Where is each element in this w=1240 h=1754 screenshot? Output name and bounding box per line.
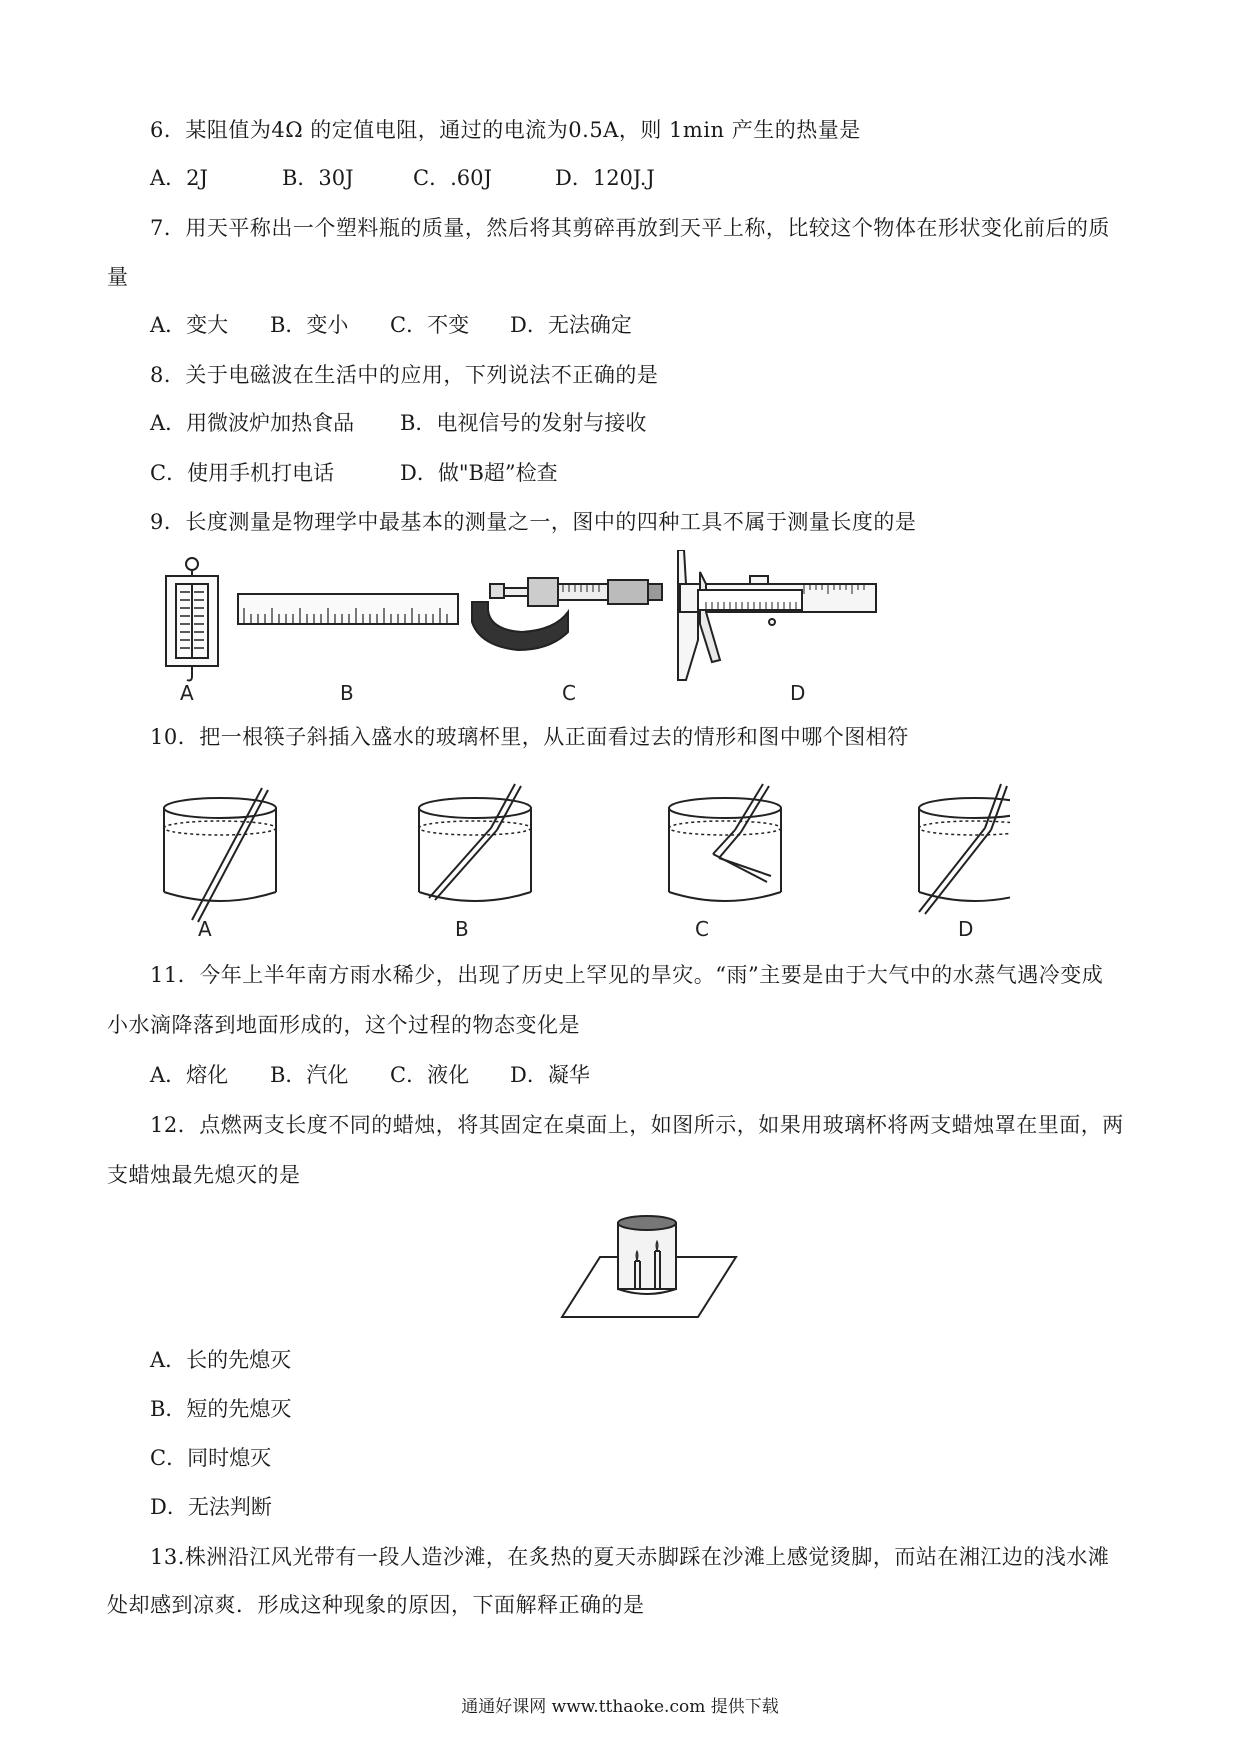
vernier-caliper-illustration [678, 550, 876, 680]
q6-stem: 6．某阻值为4Ω 的定值电阻，通过的电流为0.5A，则 1min 产生的热量是 [150, 118, 861, 142]
ruler-illustration [238, 594, 458, 624]
q8-option-d: D．做"B超”检查 [400, 461, 558, 485]
q13-stem-line1: 13.株洲沿江风光带有一段人造沙滩，在炙热的夏天赤脚踩在沙滩上感觉烫脚，而站在湘江边的浅水滩 [150, 1545, 1110, 1569]
q8-stem: 8．关于电磁波在生活中的应用，下列说法不正确的是 [150, 363, 659, 387]
q7-option-a: A．变大 [150, 313, 229, 337]
q9-label-d: D [790, 681, 806, 705]
q9-label-c: C [562, 681, 576, 705]
q9-stem: 9．长度测量是物理学中最基本的测量之一，图中的四种工具不属于测量长度的是 [150, 510, 917, 534]
q7-option-d: D．无法确定 [510, 313, 632, 337]
glass-chopstick-a [164, 788, 276, 922]
q7-option-c: C．不变 [390, 313, 470, 337]
q8-option-b: B．电视信号的发射与接收 [400, 411, 647, 435]
q9-label-b: B [340, 681, 354, 705]
q7-stem-line2: 量 [107, 265, 129, 289]
q10-label-c: C [695, 917, 709, 940]
q6-option-d: D．120J.J [555, 166, 655, 190]
glass-chopstick-c [669, 784, 781, 901]
q11-option-c: C．液化 [390, 1063, 470, 1087]
q6-option-c: C．.60J [413, 166, 492, 190]
q12-stem-line1: 12．点燃两支长度不同的蜡烛，将其固定在桌面上，如图所示，如果用玻璃杯将两支蜡烛罩在里面，两 [150, 1113, 1124, 1137]
q6-option-a: A．2J [150, 166, 208, 190]
q11-option-d: D．凝华 [510, 1063, 590, 1087]
q10-label-d: D [958, 917, 974, 940]
micrometer-illustration [472, 578, 662, 650]
q7-option-b: B．变小 [270, 313, 349, 337]
q12-option-c: C．同时熄灭 [150, 1446, 272, 1470]
q11-option-b: B．汽化 [270, 1063, 349, 1087]
glass-chopstick-d [919, 784, 1010, 914]
q10-label-b: B [455, 917, 469, 940]
q9-label-a: A [180, 681, 194, 705]
q6-option-b: B．30J [282, 166, 354, 190]
q10-figure [150, 780, 1010, 940]
glass-chopstick-b [419, 784, 531, 901]
q11-stem-line1: 11．今年上半年南方雨水稀少，出现了历史上罕见的旱灾。“雨”主要是由于大气中的水蒸气遇冷变成 [150, 963, 1104, 987]
q10-stem: 10．把一根筷子斜插入盛水的玻璃杯里，从正面看过去的情形和图中哪个图相符 [150, 725, 909, 749]
q13-stem-line2: 处却感到凉爽．形成这种现象的原因，下面解释正确的是 [107, 1593, 645, 1617]
candle-glass-illustration [562, 1216, 736, 1317]
spring-scale-illustration [166, 558, 218, 681]
q9-figure [150, 550, 990, 710]
q12-option-d: D．无法判断 [150, 1495, 272, 1519]
q12-figure [560, 1205, 740, 1325]
page-footer: 通通好课网 www.tthaoke.com 提供下载 [461, 1697, 779, 1717]
q8-option-c: C．使用手机打电话 [150, 461, 335, 485]
q11-stem-line2: 小水滴降落到地面形成的，这个过程的物态变化是 [107, 1013, 580, 1037]
q12-option-a: A．长的先熄灭 [150, 1348, 292, 1372]
q11-option-a: A．熔化 [150, 1063, 229, 1087]
q8-option-a: A．用微波炉加热食品 [150, 411, 355, 435]
q7-stem-line1: 7．用天平称出一个塑料瓶的质量，然后将其剪碎再放到天平上称，比较这个物体在形状变化前后的质 [150, 216, 1110, 240]
q12-option-b: B．短的先熄灭 [150, 1397, 292, 1421]
q10-label-a: A [198, 917, 212, 940]
q12-stem-line2: 支蜡烛最先熄灭的是 [107, 1163, 301, 1187]
